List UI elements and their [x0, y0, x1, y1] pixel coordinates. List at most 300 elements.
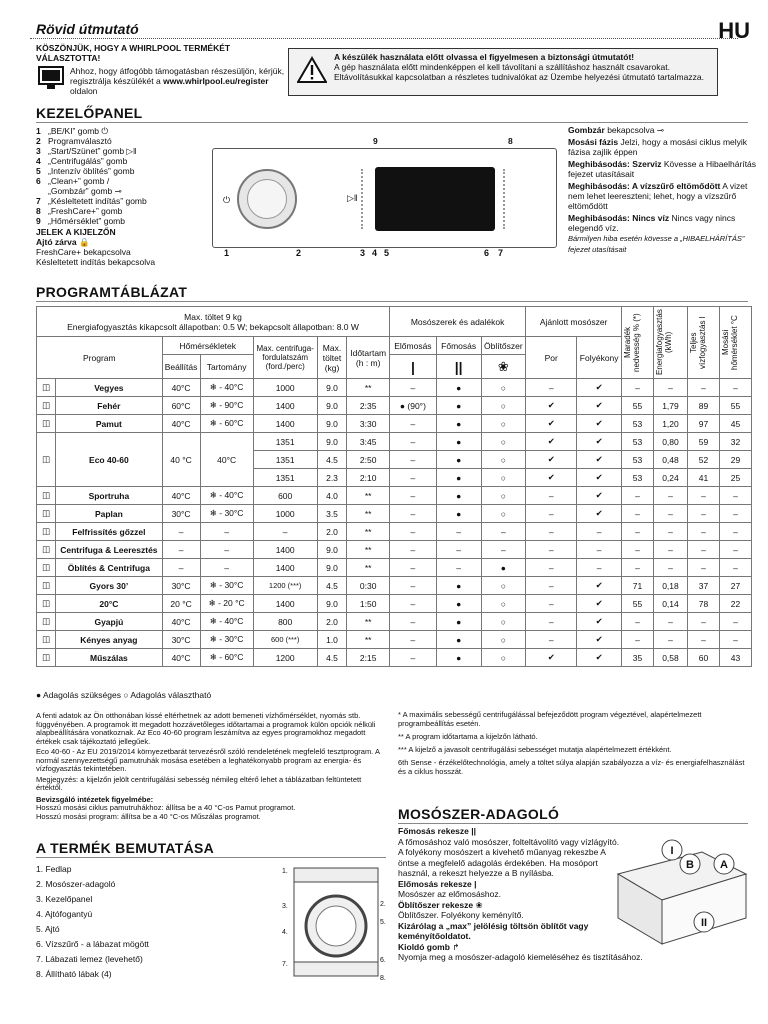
table-cell: ✔: [577, 505, 622, 523]
table-cell: 9.0: [317, 541, 347, 559]
table-cell: 55: [622, 397, 654, 415]
table-cell: ●: [436, 505, 481, 523]
table-cell: –: [622, 379, 654, 397]
table-cell: –: [162, 559, 200, 577]
table-cell: ○: [481, 433, 526, 451]
table-cell: 1000: [253, 379, 317, 397]
table-cell: ❄ - 40°C: [200, 379, 253, 397]
table-cell: 97: [688, 415, 720, 433]
table-cell: ●: [436, 613, 481, 631]
control-panel-illustration: [212, 148, 557, 248]
table-cell: 4.0: [317, 487, 347, 505]
table-cell: 1200 (***): [253, 577, 317, 595]
warning-icon: [297, 56, 327, 84]
table-cell: ✔: [577, 631, 622, 649]
table-cell: 52: [688, 451, 720, 469]
table-cell: ✔: [577, 577, 622, 595]
table-cell: 2:50: [347, 451, 390, 469]
list-item: 5. Ajtó: [36, 924, 60, 934]
list-item: 8. Állítható lábak (4): [36, 969, 112, 979]
table-cell: 3.5: [317, 505, 347, 523]
table-cell: –: [719, 505, 751, 523]
table-cell: –: [622, 487, 654, 505]
table-cell: ❄ - 20 °C: [200, 595, 253, 613]
table-cell: –: [481, 523, 526, 541]
program-table: [36, 306, 752, 667]
table-header-recommended: Ajánlott mosószer: [526, 307, 622, 337]
section-divider: [36, 301, 748, 302]
program-icon: ◫: [37, 505, 56, 523]
table-cell: ✔: [526, 469, 577, 487]
table-cell: 55: [622, 595, 654, 613]
language-code: HU: [718, 18, 750, 43]
list-item: 4. Ajtófogantyú: [36, 909, 93, 919]
table-header-load-kg: Max. töltet (kg): [317, 337, 347, 379]
section-divider: [398, 823, 748, 824]
table-cell: ●: [436, 487, 481, 505]
list-item: 1 „BE/KI” gomb ⏻: [36, 126, 109, 136]
table-cell: 40°C: [162, 487, 200, 505]
table-cell: –: [719, 523, 751, 541]
dispenser-heading: MOSÓSZER-ADAGOLÓ: [398, 806, 560, 822]
table-cell: 0:30: [347, 577, 390, 595]
table-cell: 3:45: [347, 433, 390, 451]
table-cell: ●: [436, 577, 481, 595]
table-cell: 9.0: [317, 433, 347, 451]
table-cell: **: [347, 541, 390, 559]
table-cell: ●: [436, 451, 481, 469]
program-name: Kényes anyag: [56, 631, 162, 649]
table-cell: ❄ - 90°C: [200, 397, 253, 415]
table-row: [37, 505, 752, 523]
table-cell: 9.0: [317, 379, 347, 397]
table-cell: –: [622, 613, 654, 631]
table-cell: –: [389, 415, 436, 433]
program-icon: ◫: [37, 487, 56, 505]
table-cell: ● (90°): [389, 397, 436, 415]
table-cell: –: [389, 469, 436, 487]
svg-text:6.: 6.: [380, 957, 386, 964]
table-header-spin: Max. centrifuga-fordulatszám (ford./perc): [253, 337, 317, 379]
computer-icon: [38, 66, 64, 90]
table-row: [37, 649, 752, 667]
table-cell: 25: [719, 469, 751, 487]
warning-box: [288, 48, 718, 96]
start-pause-icon[interactable]: ▷‖: [347, 193, 358, 203]
table-cell: –: [526, 487, 577, 505]
table-header-washtemp: Mosási hőmérséklet °C: [720, 315, 739, 370]
label-A: A: [720, 859, 728, 871]
table-cell: ❄ - 30°C: [200, 631, 253, 649]
table-cell: 1400: [253, 559, 317, 577]
table-cell: –: [653, 487, 687, 505]
table-cell: –: [389, 649, 436, 667]
svg-text:1.: 1.: [282, 868, 288, 875]
table-cell: ✔: [577, 487, 622, 505]
table-cell: ●: [481, 559, 526, 577]
table-cell: 1400: [253, 415, 317, 433]
table-cell: –: [200, 541, 253, 559]
sign-freshcare: FreshCare+ bekapcsolva: [36, 247, 131, 257]
program-name: 20°C: [56, 595, 162, 613]
table-row: [37, 433, 752, 451]
table-cell: 2:10: [347, 469, 390, 487]
table-cell: 600: [253, 487, 317, 505]
table-row: [37, 415, 752, 433]
callouts-bottom: 1 2 3 4 5 6 7: [224, 248, 504, 258]
table-cell: 1000: [253, 505, 317, 523]
power-icon[interactable]: ⏻: [223, 195, 231, 205]
list-item: 1. Fedlap: [36, 864, 72, 874]
list-item: 9 „Hőmérséklet” gomb: [36, 216, 125, 226]
table-legend: ● Adagolás szükséges ○ Adagolás választható: [36, 690, 212, 700]
program-name: Gyors 30’: [56, 577, 162, 595]
table-cell: –: [526, 559, 577, 577]
table-cell: ●: [436, 397, 481, 415]
table-cell: 2.3: [317, 469, 347, 487]
table-cell: 1351: [253, 451, 317, 469]
program-icon: ◫: [37, 577, 56, 595]
table-cell: –: [688, 379, 720, 397]
list-item: 8 „FreshCare+” gomb: [36, 206, 123, 216]
table-cell: 0,18: [653, 577, 687, 595]
buttons-column: [361, 169, 363, 229]
thanks-title: KÖSZÖNJÜK, HOGY A WHIRLPOOL TERMÉKÉT VÁLASZTOTTA!: [36, 43, 231, 63]
troubleshoot-note: Bármilyen hiba esetén kövesse a „HIBAELHÁRÍTÁS” fejezet utasításait: [568, 234, 745, 254]
control-panel-list: [36, 126, 211, 267]
table-cell: 2.0: [317, 523, 347, 541]
table-cell: 0,24: [653, 469, 687, 487]
table-cell: –: [389, 505, 436, 523]
program-icon: ◫: [37, 595, 56, 613]
warning-title: A készülék használata előtt olvassa el figyelmesen a biztonsági útmutatót!: [334, 52, 635, 62]
program-icon: ◫: [37, 523, 56, 541]
table-cell: –: [389, 379, 436, 397]
display-signs-title: JELEK A KIJELZŐN: [36, 227, 116, 237]
table-cell: 800: [253, 613, 317, 631]
table-cell: –: [577, 523, 622, 541]
list-item: 6. Vízszűrő - a lábazat mögött: [36, 939, 149, 949]
list-item: 3 „Start/Szünet” gomb ▷‖: [36, 146, 137, 156]
program-icon: ◫: [37, 631, 56, 649]
table-row: [37, 523, 752, 541]
table-cell: ○: [481, 631, 526, 649]
table-cell: –: [719, 559, 751, 577]
sign-door-locked: Ajtó zárva 🔒: [36, 237, 90, 247]
table-cell: 1351: [253, 469, 317, 487]
table-cell: 3:30: [347, 415, 390, 433]
table-cell: 1.0: [317, 631, 347, 649]
table-cell: –: [253, 523, 317, 541]
table-cell: –: [200, 523, 253, 541]
table-cell: –: [653, 631, 687, 649]
buttons-column: [503, 169, 505, 229]
table-cell: ●: [436, 595, 481, 613]
table-cell: ○: [481, 415, 526, 433]
list-item: 2. Mosószer-adagoló: [36, 879, 116, 889]
table-cell: –: [622, 523, 654, 541]
list-item: 4 „Centrifugálás” gomb: [36, 156, 128, 166]
mainwash-icon: ||: [436, 355, 481, 379]
program-icon: ◫: [37, 613, 56, 631]
program-icon: ◫: [37, 415, 56, 433]
program-icon: ◫: [37, 379, 56, 397]
table-cell: ○: [481, 505, 526, 523]
table-cell: ○: [481, 595, 526, 613]
table-cell: 43: [719, 649, 751, 667]
program-table-heading: PROGRAMTÁBLÁZAT: [36, 284, 188, 300]
table-cell: **: [347, 613, 390, 631]
table-cell: ❄ - 60°C: [200, 649, 253, 667]
table-cell: ○: [481, 397, 526, 415]
callout-9: 9: [373, 136, 378, 146]
table-cell: –: [526, 379, 577, 397]
table-cell: ○: [481, 379, 526, 397]
product-heading: A TERMÉK BEMUTATÁSA: [36, 840, 215, 856]
program-icon: ◫: [37, 559, 56, 577]
control-panel-heading: KEZELŐPANEL: [36, 105, 143, 121]
table-header-setting: Beállítás: [162, 355, 200, 379]
table-cell: ✔: [526, 397, 577, 415]
table-row: [37, 595, 752, 613]
table-cell: –: [389, 631, 436, 649]
list-item: 7 „Késleltetett indítás” gomb: [36, 196, 147, 206]
table-cell: 9.0: [317, 415, 347, 433]
table-cell: –: [577, 541, 622, 559]
program-name: Fehér: [56, 397, 162, 415]
sign-delay: Késleltetett indítás bekapcsolva: [36, 257, 156, 267]
table-cell: 32: [719, 433, 751, 451]
table-cell: ❄ - 40°C: [200, 613, 253, 631]
table-cell: –: [162, 541, 200, 559]
table-row: [37, 487, 752, 505]
table-cell: –: [622, 505, 654, 523]
program-name: Paplan: [56, 505, 162, 523]
table-cell: –: [526, 613, 577, 631]
table-cell: –: [436, 541, 481, 559]
table-cell: 4.5: [317, 451, 347, 469]
display-screen: [375, 167, 495, 231]
warning-text: A gép használata előtt mindenképpen el kell távolítani a szállításhoz használt csavarokat. Eltávolításukkal kapcsolatban a részletes tudnivalókat az Üzembe helyezési útmutató tartalmazza.: [334, 62, 704, 82]
svg-text:8.: 8.: [380, 975, 386, 982]
table-cell: –: [526, 541, 577, 559]
list-item: „Gombzár” gomb ⊸: [48, 186, 122, 196]
prewash-icon: |: [389, 355, 436, 379]
program-icon: ◫: [37, 541, 56, 559]
table-cell: ✔: [577, 379, 622, 397]
thanks-block: [36, 43, 286, 96]
table-cell: 53: [622, 433, 654, 451]
table-cell: 4.5: [317, 577, 347, 595]
label-I: I: [670, 845, 674, 857]
table-cell: ✔: [577, 469, 622, 487]
table-cell: 20 °C: [162, 595, 200, 613]
table-header-liquid: Folyékony: [577, 337, 622, 379]
table-header-program: Program: [37, 337, 163, 379]
table-header-residual: Maradék nedvesség % (*): [623, 313, 642, 372]
program-name: Öblítés & Centrifuga: [56, 559, 162, 577]
table-cell: ✔: [526, 415, 577, 433]
table-cell: 1400: [253, 541, 317, 559]
table-header-range: Tartomány: [200, 355, 253, 379]
program-name: Centrifuga & Leeresztés: [56, 541, 162, 559]
table-cell: –: [688, 505, 720, 523]
table-cell: ❄ - 40°C: [200, 487, 253, 505]
table-cell: 40°C: [162, 379, 200, 397]
table-cell: –: [719, 631, 751, 649]
table-cell: –: [653, 613, 687, 631]
list-item: 7. Lábazati lemez (levehető): [36, 954, 143, 964]
product-parts-list: [36, 862, 149, 982]
table-cell: 53: [622, 469, 654, 487]
table-row: [37, 397, 752, 415]
table-cell: 35: [622, 649, 654, 667]
list-item: 3. Kezelőpanel: [36, 894, 93, 904]
table-cell: ○: [481, 469, 526, 487]
table-header-powder: Por: [526, 337, 577, 379]
section-divider: [36, 122, 748, 123]
table-cell: ○: [481, 649, 526, 667]
table-cell: 1400: [253, 595, 317, 613]
table-cell: **: [347, 487, 390, 505]
table-cell: **: [347, 505, 390, 523]
table-cell: 22: [719, 595, 751, 613]
table-cell: ✔: [526, 451, 577, 469]
table-cell: **: [347, 523, 390, 541]
table-cell: –: [622, 631, 654, 649]
table-cell: **: [347, 631, 390, 649]
table-cell: ○: [481, 487, 526, 505]
table-cell: –: [688, 523, 720, 541]
register-link[interactable]: www.whirlpool.eu/register: [163, 76, 269, 86]
table-cell: –: [481, 541, 526, 559]
table-cell: 1400: [253, 397, 317, 415]
table-cell: 9.0: [317, 397, 347, 415]
table-cell: 1,79: [653, 397, 687, 415]
table-cell: –: [526, 523, 577, 541]
washing-machine-illustration: [280, 862, 390, 982]
table-cell: –: [389, 613, 436, 631]
program-name: Felfrissítés gőzzel: [56, 523, 162, 541]
svg-text:7.: 7.: [282, 961, 288, 968]
program-name: Sportruha: [56, 487, 162, 505]
svg-text:3.: 3.: [282, 903, 288, 910]
table-cell: –: [653, 559, 687, 577]
thanks-text: Ahhoz, hogy átfogóbb támogatásban részesüljön, kérjük, regisztrálja készülékét a: [70, 66, 285, 86]
table-cell: –: [653, 541, 687, 559]
table-cell: –: [389, 433, 436, 451]
table-cell: 40°C: [200, 433, 253, 487]
table-cell: –: [688, 559, 720, 577]
table-row: [37, 613, 752, 631]
svg-text:4.: 4.: [282, 929, 288, 936]
table-cell: 60°C: [162, 397, 200, 415]
table-cell: 0,48: [653, 451, 687, 469]
table-cell: 30°C: [162, 505, 200, 523]
table-cell: 41: [688, 469, 720, 487]
table-header-mainwash: Főmosás: [436, 337, 481, 355]
table-cell: –: [577, 559, 622, 577]
label-B: B: [686, 859, 694, 871]
table-cell: ●: [436, 469, 481, 487]
table-header-duration: Időtartam (h : m): [347, 337, 390, 379]
table-cell: –: [389, 487, 436, 505]
table-cell: ✔: [577, 613, 622, 631]
table-cell: ●: [436, 433, 481, 451]
table-cell: ●: [436, 649, 481, 667]
table-cell: 30°C: [162, 631, 200, 649]
table-header-water: Teljes vízfogyasztás l: [689, 316, 708, 369]
table-cell: –: [389, 559, 436, 577]
table-cell: 60: [688, 649, 720, 667]
svg-text:5.: 5.: [380, 919, 386, 926]
table-cell: 29: [719, 451, 751, 469]
table-cell: ❄ - 60°C: [200, 415, 253, 433]
svg-text:2.: 2.: [380, 901, 386, 908]
table-cell: –: [622, 541, 654, 559]
table-cell: –: [653, 379, 687, 397]
table-cell: 1200: [253, 649, 317, 667]
table-cell: 53: [622, 415, 654, 433]
table-cell: 40°C: [162, 415, 200, 433]
table-cell: ❄ - 30°C: [200, 577, 253, 595]
table-row: [37, 631, 752, 649]
table-cell: 78: [688, 595, 720, 613]
table-cell: –: [162, 523, 200, 541]
table-cell: –: [389, 541, 436, 559]
table-cell: 89: [688, 397, 720, 415]
table-cell: –: [526, 631, 577, 649]
table-cell: 1351: [253, 433, 317, 451]
table-cell: –: [389, 595, 436, 613]
notes-left: A fenti adatok az Ön otthonában kissé eltérhetnek az adott bemeneti vízhőmérséklet, nyomás stb. függvényében. A programok itt megadott hozzávetőleges időtartamai a programok külön opciók nélküli alapbeállítására vonatkoznak. Az Eco 40-60 program leszámítva az egyes programokhoz megadott értékek csak tájékoztató jellegűek. Eco 40-60 - Az EU 2019/2014 környezetbarát tervezésről szóló rendeletének megfelelő tesztprogram. A normál szennyezettségű pamutruhák mosása esetében a leghatékonyabb program az energia- és vízfogyasztás tekintetében. Megjegyzés: a kijelzőn jelölt centrifugálási sebesség némileg eltérő lehet a táblázatban feltüntetett értéktől. Bevizsgáló intézetek figyelmébe: Hosszú mosási ciklus pamutruhákhoz: állítsa be a 40 °C-os Pamut programot. Hosszú mosási program: állítsa be a 40 °C-os Műszálas programot.: [36, 711, 380, 821]
table-cell: ✔: [577, 397, 622, 415]
table-cell: 600 (***): [253, 631, 317, 649]
table-cell: –: [389, 451, 436, 469]
program-name: Vegyes: [56, 379, 162, 397]
table-header-prewash: Előmosás: [389, 337, 436, 355]
table-cell: –: [526, 577, 577, 595]
table-cell: –: [688, 631, 720, 649]
table-cell: 1:50: [347, 595, 390, 613]
table-cell: **: [347, 559, 390, 577]
table-cell: 55: [719, 397, 751, 415]
table-cell: ✔: [526, 649, 577, 667]
table-cell: 71: [622, 577, 654, 595]
table-cell: 37: [688, 577, 720, 595]
table-cell: 40°C: [162, 613, 200, 631]
table-cell: 1,20: [653, 415, 687, 433]
table-cell: –: [653, 523, 687, 541]
table-cell: 9.0: [317, 559, 347, 577]
table-cell: 30°C: [162, 577, 200, 595]
table-cell: –: [389, 577, 436, 595]
list-item: 6 „Clean+” gomb /: [36, 176, 110, 186]
program-icon: ◫: [37, 397, 56, 415]
table-cell: ●: [436, 415, 481, 433]
table-cell: –: [719, 487, 751, 505]
table-cell: –: [436, 523, 481, 541]
program-name: Eco 40-60: [56, 433, 162, 487]
table-cell: 0,14: [653, 595, 687, 613]
table-cell: –: [526, 505, 577, 523]
table-cell: –: [719, 379, 751, 397]
table-row: [37, 541, 752, 559]
table-row: [37, 379, 752, 397]
table-cell: –: [389, 523, 436, 541]
table-cell: ✔: [526, 433, 577, 451]
table-cell: 0,58: [653, 649, 687, 667]
